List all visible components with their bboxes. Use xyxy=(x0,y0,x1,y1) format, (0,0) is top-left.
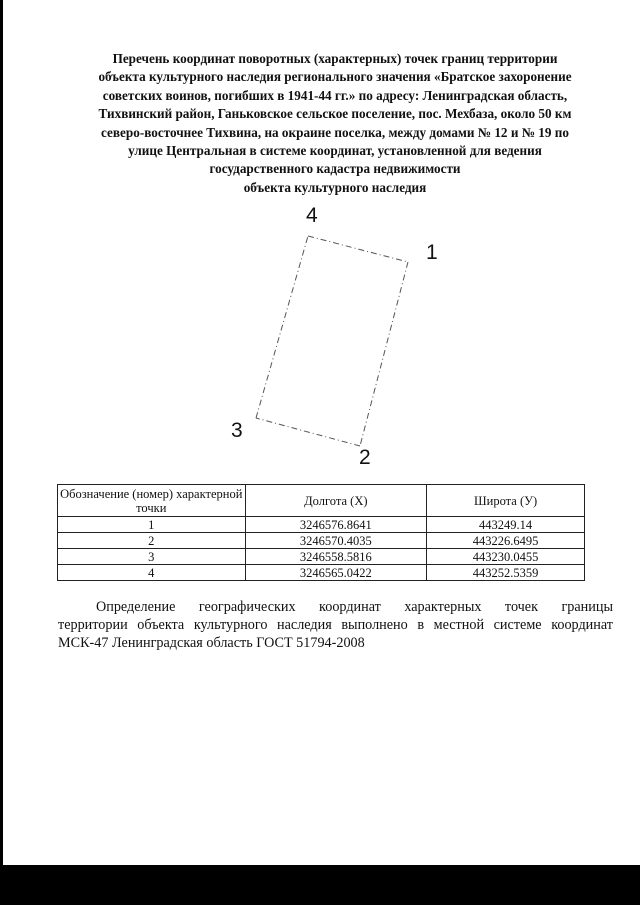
header-latitude: Широта (У) xyxy=(427,485,585,517)
boundary-polygon xyxy=(220,200,450,470)
table-row xyxy=(58,565,585,581)
cell-point-number: 3 xyxy=(58,549,246,565)
cell-point-number: 1 xyxy=(58,517,246,533)
left-margin-rule xyxy=(0,0,3,865)
boundary-edge-4-1 xyxy=(308,236,408,262)
boundary-edge-2-3 xyxy=(256,418,360,446)
table-row xyxy=(58,533,585,549)
cell-latitude: 443252.5359 xyxy=(427,565,585,581)
cell-longitude: 3246565.0422 xyxy=(245,565,427,581)
title-line: Тихвинский район, Ганьковское сельское поселение, пос. Мехбаза, около 50 км xyxy=(98,106,572,122)
title-line: северо-восточнее Тихвина, на окраине поселка, между домами № 12 и № 19 по xyxy=(101,124,569,140)
title-line: улице Центральная в системе координат, установленной для ведения xyxy=(128,143,542,159)
title-line: государственного кадастра недвижимости xyxy=(209,161,461,177)
scan-bottom-band xyxy=(0,865,640,905)
title-line: объекта культурного наследия регионального значения «Братское захоронение xyxy=(98,69,572,85)
point-label-2: 2 xyxy=(359,446,371,469)
header-longitude: Долгота (X) xyxy=(245,485,427,517)
cell-longitude: 3246558.5816 xyxy=(245,549,427,565)
title-line: Перечень координат поворотных (характерных) точек границ территории xyxy=(112,51,558,66)
point-label-3: 3 xyxy=(231,419,243,442)
coordinates-table xyxy=(57,484,585,581)
title-line: объекта культурного наследия xyxy=(243,179,427,195)
boundary-diagram xyxy=(220,200,450,470)
point-label-1: 1 xyxy=(426,241,438,264)
table-row xyxy=(58,549,585,565)
cell-point-number: 2 xyxy=(58,533,246,549)
document-title xyxy=(60,50,610,197)
cell-latitude: 443249.14 xyxy=(427,517,585,533)
cell-point-number: 4 xyxy=(58,565,246,581)
cell-longitude: 3246576.8641 xyxy=(245,517,427,533)
title-line: советских воинов, погибших в 1941-44 гг.» по адресу: Ленинградская область, xyxy=(102,87,568,103)
table-header-row xyxy=(58,485,585,517)
coordinate-system-note xyxy=(58,598,613,652)
note-continuation: территории объекта культурного наследия выполнено в местной системе координат МСК-47 Ленинградская область ГОСТ 51794-2008 xyxy=(58,617,613,651)
point-label-4: 4 xyxy=(306,204,318,227)
boundary-edge-3-4 xyxy=(256,236,308,418)
cell-longitude: 3246570.4035 xyxy=(245,533,427,549)
boundary-edge-1-2 xyxy=(360,262,408,446)
table-row xyxy=(58,517,585,533)
header-point-number: Обозначение (номер) характерной точки xyxy=(58,485,246,517)
cell-latitude: 443230.0455 xyxy=(427,549,585,565)
cell-latitude: 443226.6495 xyxy=(427,533,585,549)
note-first-line: Определение географических координат характерных точек границы xyxy=(96,599,613,615)
